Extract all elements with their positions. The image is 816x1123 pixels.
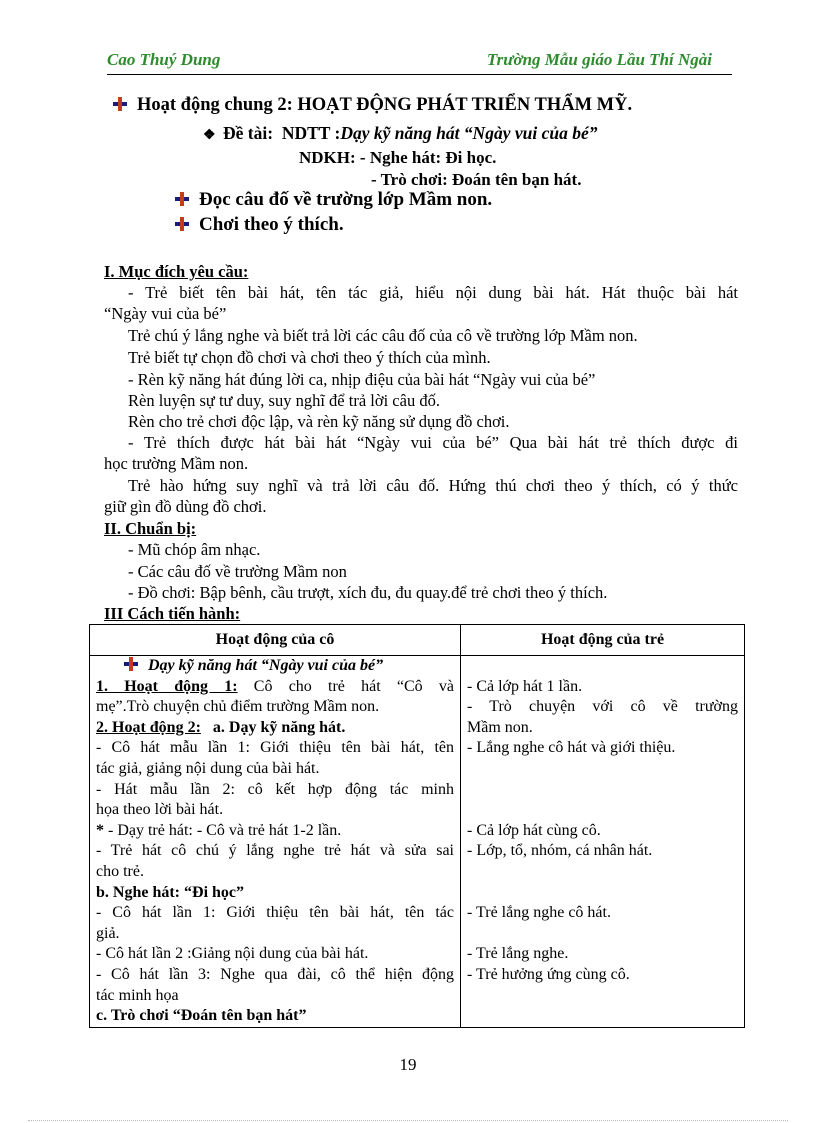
teacher-line: - Cô hát lần 2 :Giảng nội dung của bài hát. <box>96 945 369 963</box>
child-line: - Lớp, tổ, nhóm, cá nhân hát. <box>467 842 653 860</box>
child-line: - Trẻ lắng nghe. <box>467 945 569 963</box>
extra-activity-1: Đọc câu đố về trường lớp Mầm non. <box>175 189 492 210</box>
section-1-line: “Ngày vui của bé” <box>104 304 227 323</box>
section-1-heading: I. Mục đích yêu cầu: <box>104 262 249 281</box>
col-header-teacher: Hoạt động của cô <box>90 625 461 656</box>
child-line: - Lắng nghe cô hát và giới thiệu. <box>467 739 676 757</box>
extra-activity-2: Chơi theo ý thích. <box>175 214 344 235</box>
child-line: - Trò chuyện với cô về trường <box>467 698 738 716</box>
teacher-line: giả. <box>96 924 120 942</box>
section-1-line: học trường Mầm non. <box>104 454 249 473</box>
section-2-line: - Đồ chơi: Bập bênh, cầu trượt, xích đu, đu quay.để trẻ chơi theo ý thích. <box>128 583 608 602</box>
teacher-line: 1. Hoạt động 1: Cô cho trẻ hát “Cô và <box>96 677 454 695</box>
teacher-line: tác giả, giảng nội dung của bài hát. <box>96 759 320 777</box>
section-1-line: giữ gìn đồ dùng đồ chơi. <box>104 497 267 516</box>
header-author: Cao Thuý Dung <box>107 50 221 69</box>
section-3-heading: III Cách tiến hành: <box>104 604 241 623</box>
section-1-line: Trẻ chú ý lắng nghe và biết trả lời các câu đố của cô về trường lớp Mầm non. <box>128 326 638 345</box>
child-line: Mầm non. <box>467 718 533 736</box>
ndkh-line-1: NDKH: - Nghe hát: Đi học. <box>299 148 497 167</box>
child-line: - Cả lớp hát 1 lần. <box>467 677 583 695</box>
bullet-icon <box>175 217 189 231</box>
table-subtitle: Dạy kỹ năng hát “Ngày vui của bé” <box>96 656 454 677</box>
teacher-line: 2. Hoạt động 2: a. Dạy kỹ năng hát. <box>96 718 346 736</box>
section-1-line: Rèn luyện sự tư duy, suy nghĩ để trả lời câu đố. <box>128 391 440 410</box>
diamond-bullet-icon: ❖ <box>203 128 216 143</box>
teacher-line: cho trẻ. <box>96 862 144 880</box>
section-1-line: - Trẻ thích được hát bài hát “Ngày vui của bé” Qua bài hát trẻ thích được đi <box>128 433 738 452</box>
section-2-line: - Mũ chóp âm nhạc. <box>128 540 261 559</box>
child-line: - Trẻ hưởng ứng cùng cô. <box>467 965 630 983</box>
teacher-line: c. Trò chơi “Đoán tên bạn hát” <box>96 1007 307 1025</box>
section-1-line: Trẻ hào hứng suy nghĩ và trả lời câu đố. Hứng thú chơi theo ý thích, có ý thức <box>128 476 738 495</box>
teacher-line: b. Nghe hát: “Đi học” <box>96 883 245 901</box>
ndkh-line-2: - Trò chơi: Đoán tên bạn hát. <box>371 170 582 189</box>
page-number: 19 <box>399 1055 417 1074</box>
col-header-child: Hoạt động của trẻ <box>461 625 745 656</box>
activity-table <box>89 624 745 1028</box>
child-line: - Cả lớp hát cùng cô. <box>467 821 601 839</box>
section-1-line: - Trẻ biết tên bài hát, tên tác giả, hiểu nội dung bài hát. Hát thuộc bài hát <box>128 283 738 302</box>
section-2-heading: II. Chuẩn bị: <box>104 519 197 538</box>
teacher-line: - Trẻ hát cô chú ý lắng nghe trẻ hát và sửa sai <box>96 842 454 860</box>
bullet-icon <box>113 97 127 111</box>
topic-line: ❖ Đề tài: NDTT :Dạy kỹ năng hát “Ngày vui của bé” <box>203 123 597 146</box>
teacher-column <box>90 656 461 1028</box>
section-1-line: - Rèn kỹ năng hát đúng lời ca, nhịp điệu của bài hát “Ngày vui của bé” <box>128 370 596 389</box>
teacher-line: - Hát mẫu lần 2: cô kết hợp động tác minh <box>96 780 454 798</box>
teacher-line: tác minh họa <box>96 986 179 1004</box>
teacher-line: - Cô hát lần 1: Giới thiệu tên bài hát, tên tác <box>96 904 454 922</box>
page-header <box>107 50 732 75</box>
teacher-line: - Cô hát mẫu lần 1: Giới thiệu tên bài hát, tên <box>96 739 454 757</box>
page-bottom-rule <box>28 1120 788 1121</box>
section-1-line: Trẻ biết tự chọn đồ chơi và chơi theo ý thích của mình. <box>128 348 491 367</box>
teacher-line: - Cô hát lần 3: Nghe qua đài, cô thể hiện động <box>96 965 454 983</box>
section-1-line: Rèn cho trẻ chơi độc lập, và rèn kỹ năng sử dụng đồ chơi. <box>128 412 510 431</box>
bullet-icon <box>124 657 138 671</box>
teacher-line: mẹ”.Trò chuyện chủ điểm trường Mầm non. <box>96 698 380 716</box>
activity-title: Hoạt động chung 2: HOẠT ĐỘNG PHÁT TRIỂN THẨM MỸ. <box>113 95 632 116</box>
header-school: Trường Mẫu giáo Lầu Thí Ngài <box>486 50 712 69</box>
teacher-line: * - Dạy trẻ hát: - Cô và trẻ hát 1-2 lần. <box>96 821 342 839</box>
bullet-icon <box>175 192 189 206</box>
section-2-line: - Các câu đố về trường Mầm non <box>128 562 347 581</box>
teacher-line: họa theo lời bài hát. <box>96 801 224 819</box>
child-line: - Trẻ lắng nghe cô hát. <box>467 904 611 922</box>
child-column <box>461 656 745 1028</box>
